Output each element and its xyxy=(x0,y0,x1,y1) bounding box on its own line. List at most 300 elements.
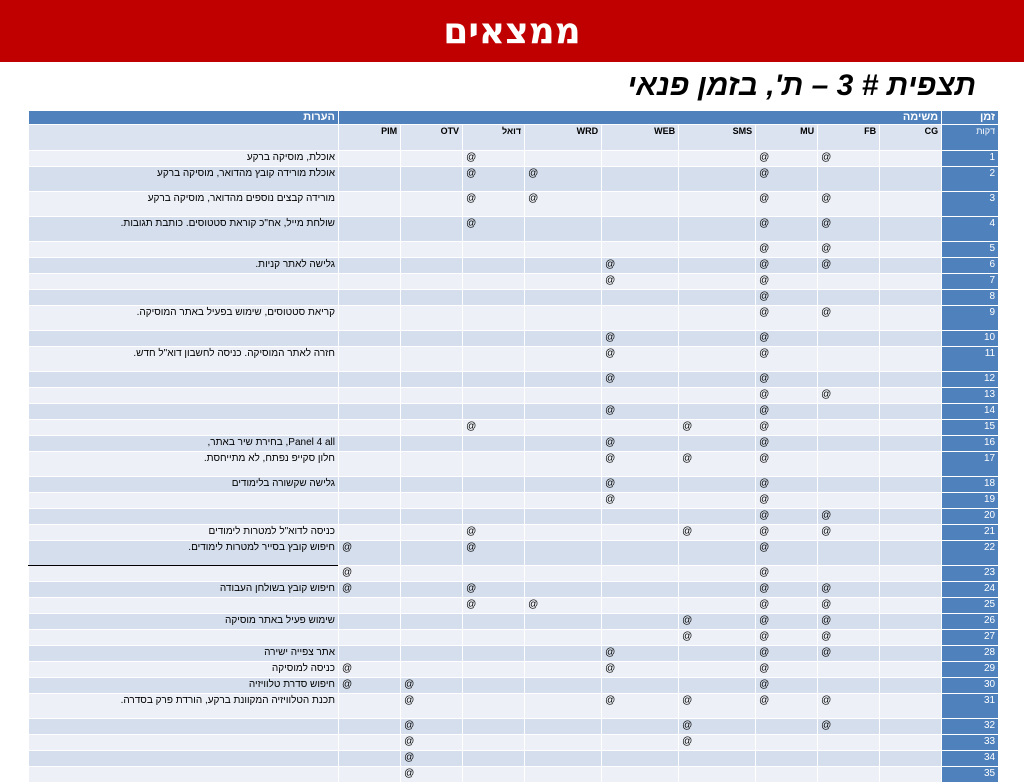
task-cell xyxy=(525,274,602,290)
minute-cell: 18 xyxy=(942,477,999,493)
task-cell: @ xyxy=(401,735,463,751)
task-cell xyxy=(339,614,401,630)
task-cell: @ xyxy=(463,582,525,598)
task-cell xyxy=(525,258,602,274)
task-cell xyxy=(880,767,942,783)
task-cell xyxy=(401,436,463,452)
task-cell xyxy=(401,306,463,331)
task-cell xyxy=(401,192,463,217)
task-cell: @ xyxy=(602,258,679,274)
task-cell xyxy=(339,735,401,751)
task-cell xyxy=(880,509,942,525)
task-cell: @ xyxy=(463,525,525,541)
task-cell xyxy=(339,719,401,735)
task-cell xyxy=(401,274,463,290)
task-cell xyxy=(463,452,525,477)
task-cell xyxy=(679,372,756,388)
task-cell xyxy=(401,258,463,274)
col-header: WEB xyxy=(602,125,679,151)
task-cell: @ xyxy=(602,646,679,662)
task-cell xyxy=(401,598,463,614)
note-cell: חיפוש קובץ בשולחן העבודה xyxy=(29,582,339,598)
minute-cell: 9 xyxy=(942,306,999,331)
task-cell xyxy=(463,719,525,735)
task-cell xyxy=(339,404,401,420)
table-row xyxy=(29,404,999,420)
task-cell xyxy=(602,167,679,192)
minute-cell: 23 xyxy=(942,566,999,582)
task-cell: @ xyxy=(463,217,525,242)
task-cell: @ xyxy=(756,436,818,452)
note-cell: אתר צפייה ישירה xyxy=(29,646,339,662)
minute-cell: 30 xyxy=(942,678,999,694)
task-cell xyxy=(880,525,942,541)
task-cell xyxy=(818,452,880,477)
task-cell xyxy=(339,242,401,258)
note-cell xyxy=(29,420,339,436)
task-cell xyxy=(525,306,602,331)
header-minutes: דקות xyxy=(942,125,999,151)
minute-cell: 15 xyxy=(942,420,999,436)
task-cell xyxy=(818,420,880,436)
note-cell xyxy=(29,242,339,258)
task-cell: @ xyxy=(756,167,818,192)
task-cell xyxy=(679,678,756,694)
note-cell: כניסה לדוא"ל למטרות לימודים xyxy=(29,525,339,541)
task-cell xyxy=(401,630,463,646)
task-cell xyxy=(525,388,602,404)
note-cell xyxy=(29,598,339,614)
task-cell xyxy=(339,217,401,242)
task-cell: @ xyxy=(818,388,880,404)
task-cell xyxy=(602,242,679,258)
task-cell xyxy=(463,614,525,630)
minute-cell: 7 xyxy=(942,274,999,290)
table-row xyxy=(29,751,999,767)
note-cell xyxy=(29,274,339,290)
task-cell xyxy=(339,167,401,192)
table-row xyxy=(29,582,999,598)
task-cell xyxy=(525,477,602,493)
note-cell: חיפוש קובץ בסייר למטרות לימודים. xyxy=(29,541,339,566)
task-cell xyxy=(401,452,463,477)
note-cell: חלון סקייפ נפתח, לא מתייחסת. xyxy=(29,452,339,477)
table-row xyxy=(29,694,999,719)
task-cell: @ xyxy=(818,598,880,614)
task-cell: @ xyxy=(818,582,880,598)
task-cell xyxy=(756,751,818,767)
task-cell: @ xyxy=(756,331,818,347)
task-cell xyxy=(463,662,525,678)
task-cell xyxy=(679,509,756,525)
minute-cell: 26 xyxy=(942,614,999,630)
minute-cell: 32 xyxy=(942,719,999,735)
task-cell xyxy=(880,477,942,493)
task-cell xyxy=(339,372,401,388)
note-cell: אוכלת מורידה קובץ מהדואר, מוסיקה ברקע xyxy=(29,167,339,192)
task-cell xyxy=(463,274,525,290)
task-cell xyxy=(880,331,942,347)
task-cell xyxy=(463,290,525,306)
task-cell xyxy=(525,719,602,735)
task-cell xyxy=(525,566,602,582)
col-header: PIM xyxy=(339,125,401,151)
task-cell: @ xyxy=(818,151,880,167)
note-cell xyxy=(29,719,339,735)
task-cell xyxy=(463,404,525,420)
task-cell xyxy=(679,493,756,509)
task-cell xyxy=(525,767,602,783)
task-cell: @ xyxy=(463,541,525,566)
task-cell xyxy=(756,719,818,735)
task-cell: @ xyxy=(339,662,401,678)
task-cell: @ xyxy=(756,493,818,509)
minute-cell: 1 xyxy=(942,151,999,167)
task-cell xyxy=(525,436,602,452)
task-cell xyxy=(401,614,463,630)
col-header: OTV xyxy=(401,125,463,151)
task-cell: @ xyxy=(756,192,818,217)
task-cell xyxy=(602,217,679,242)
task-cell xyxy=(679,767,756,783)
table-row xyxy=(29,735,999,751)
minute-cell: 6 xyxy=(942,258,999,274)
task-cell xyxy=(463,258,525,274)
task-cell: @ xyxy=(756,372,818,388)
table-row xyxy=(29,420,999,436)
task-cell xyxy=(602,582,679,598)
task-cell: @ xyxy=(756,646,818,662)
task-cell xyxy=(880,274,942,290)
task-cell xyxy=(525,151,602,167)
task-cell xyxy=(525,525,602,541)
task-cell xyxy=(818,751,880,767)
task-cell xyxy=(602,388,679,404)
task-cell xyxy=(463,678,525,694)
task-cell xyxy=(818,274,880,290)
task-cell xyxy=(525,541,602,566)
task-cell xyxy=(463,477,525,493)
col-header: WRD xyxy=(525,125,602,151)
task-cell: @ xyxy=(818,306,880,331)
task-cell: @ xyxy=(463,167,525,192)
task-cell xyxy=(880,167,942,192)
task-cell: @ xyxy=(756,598,818,614)
task-cell: @ xyxy=(818,646,880,662)
minute-cell: 17 xyxy=(942,452,999,477)
task-cell: @ xyxy=(818,217,880,242)
table-row xyxy=(29,306,999,331)
task-cell: @ xyxy=(756,274,818,290)
task-cell xyxy=(401,404,463,420)
task-cell: @ xyxy=(756,477,818,493)
task-cell: @ xyxy=(679,452,756,477)
table-row xyxy=(29,192,999,217)
minute-cell: 29 xyxy=(942,662,999,678)
minute-cell: 5 xyxy=(942,242,999,258)
task-cell xyxy=(525,646,602,662)
task-cell xyxy=(401,372,463,388)
task-cell xyxy=(525,290,602,306)
task-cell xyxy=(401,493,463,509)
note-cell xyxy=(29,331,339,347)
task-cell xyxy=(339,192,401,217)
table-row xyxy=(29,290,999,306)
task-cell xyxy=(679,151,756,167)
task-cell: @ xyxy=(463,598,525,614)
task-cell xyxy=(880,751,942,767)
task-cell xyxy=(602,614,679,630)
task-cell xyxy=(339,477,401,493)
task-cell xyxy=(401,217,463,242)
task-cell: @ xyxy=(756,662,818,678)
slide-subtitle: תצפית # 3 – ת', בזמן פנאי xyxy=(627,69,976,102)
task-cell xyxy=(339,274,401,290)
task-cell xyxy=(679,242,756,258)
task-cell xyxy=(818,477,880,493)
task-cell xyxy=(602,751,679,767)
minute-cell: 13 xyxy=(942,388,999,404)
task-cell xyxy=(679,192,756,217)
task-cell: @ xyxy=(756,541,818,566)
minute-cell: 31 xyxy=(942,694,999,719)
note-cell xyxy=(29,735,339,751)
task-cell: @ xyxy=(756,258,818,274)
task-cell: @ xyxy=(818,719,880,735)
task-cell: @ xyxy=(756,388,818,404)
minute-cell: 2 xyxy=(942,167,999,192)
task-cell: @ xyxy=(756,452,818,477)
task-cell xyxy=(339,452,401,477)
note-cell: כניסה למוסיקה xyxy=(29,662,339,678)
header-time: זמן xyxy=(942,111,999,125)
task-cell: @ xyxy=(602,436,679,452)
task-cell: @ xyxy=(756,509,818,525)
table-row xyxy=(29,477,999,493)
task-cell: @ xyxy=(401,751,463,767)
task-cell xyxy=(602,541,679,566)
task-cell xyxy=(880,290,942,306)
task-cell xyxy=(602,420,679,436)
task-cell xyxy=(525,404,602,420)
minute-cell: 22 xyxy=(942,541,999,566)
minute-cell: 24 xyxy=(942,582,999,598)
task-cell xyxy=(525,751,602,767)
task-cell xyxy=(401,151,463,167)
task-cell: @ xyxy=(756,630,818,646)
table-row xyxy=(29,347,999,372)
task-cell xyxy=(602,678,679,694)
task-cell: @ xyxy=(756,151,818,167)
note-cell: חזרה לאתר המוסיקה. כניסה לחשבון דוא"ל חדש. xyxy=(29,347,339,372)
task-cell xyxy=(339,258,401,274)
task-cell: @ xyxy=(679,719,756,735)
task-cell xyxy=(401,662,463,678)
task-cell xyxy=(525,509,602,525)
task-cell xyxy=(463,347,525,372)
task-cell xyxy=(880,192,942,217)
note-cell xyxy=(29,290,339,306)
task-cell xyxy=(880,493,942,509)
task-cell: @ xyxy=(756,217,818,242)
task-cell xyxy=(602,566,679,582)
task-cell xyxy=(679,331,756,347)
task-cell xyxy=(339,306,401,331)
task-cell xyxy=(679,566,756,582)
task-cell xyxy=(880,582,942,598)
task-cell: @ xyxy=(525,192,602,217)
note-cell: תכנת הטלוויזיה המקוונת ברקע, הורדת פרק בסדרה. xyxy=(29,694,339,719)
task-cell xyxy=(880,662,942,678)
task-cell xyxy=(679,436,756,452)
header-task: משימה xyxy=(339,111,942,125)
task-cell xyxy=(525,331,602,347)
task-cell xyxy=(818,372,880,388)
task-cell: @ xyxy=(679,420,756,436)
task-cell xyxy=(463,694,525,719)
task-cell xyxy=(679,404,756,420)
task-cell xyxy=(463,509,525,525)
task-cell: @ xyxy=(756,306,818,331)
minute-cell: 35 xyxy=(942,767,999,783)
task-cell xyxy=(679,167,756,192)
task-cell xyxy=(602,509,679,525)
task-cell xyxy=(401,477,463,493)
task-cell xyxy=(880,151,942,167)
task-cell xyxy=(339,493,401,509)
task-cell xyxy=(880,217,942,242)
task-cell: @ xyxy=(818,192,880,217)
task-cell xyxy=(880,694,942,719)
task-cell xyxy=(339,331,401,347)
task-cell xyxy=(602,290,679,306)
task-cell xyxy=(525,662,602,678)
task-cell xyxy=(525,347,602,372)
task-cell: @ xyxy=(756,290,818,306)
task-cell xyxy=(401,420,463,436)
task-cell xyxy=(818,735,880,751)
task-cell: @ xyxy=(602,662,679,678)
minute-cell: 34 xyxy=(942,751,999,767)
task-cell xyxy=(525,242,602,258)
table-row xyxy=(29,614,999,630)
minute-cell: 8 xyxy=(942,290,999,306)
task-cell: @ xyxy=(756,582,818,598)
task-cell xyxy=(339,509,401,525)
task-cell xyxy=(339,767,401,783)
task-cell: @ xyxy=(401,767,463,783)
task-cell: @ xyxy=(818,630,880,646)
task-cell: @ xyxy=(602,347,679,372)
task-cell xyxy=(401,509,463,525)
task-cell xyxy=(525,694,602,719)
task-cell xyxy=(679,306,756,331)
note-cell xyxy=(29,388,339,404)
minute-cell: 11 xyxy=(942,347,999,372)
minute-cell: 12 xyxy=(942,372,999,388)
note-cell xyxy=(29,767,339,783)
task-cell xyxy=(339,598,401,614)
task-cell xyxy=(880,452,942,477)
task-cell: @ xyxy=(818,525,880,541)
task-cell: @ xyxy=(602,274,679,290)
task-cell xyxy=(679,217,756,242)
task-cell xyxy=(602,767,679,783)
table-row xyxy=(29,452,999,477)
task-cell xyxy=(880,646,942,662)
table-row xyxy=(29,541,999,566)
note-cell xyxy=(29,404,339,420)
task-cell: @ xyxy=(756,404,818,420)
note-cell: קריאת סטטוסים, שימוש בפעיל באתר המוסיקה. xyxy=(29,306,339,331)
minute-cell: 4 xyxy=(942,217,999,242)
task-cell: @ xyxy=(818,614,880,630)
note-cell: Panel 4 all, בחירת שיר באתר, xyxy=(29,436,339,452)
task-cell xyxy=(525,493,602,509)
task-cell xyxy=(463,646,525,662)
task-cell: @ xyxy=(756,694,818,719)
task-cell: @ xyxy=(818,258,880,274)
task-cell xyxy=(401,525,463,541)
table-row xyxy=(29,436,999,452)
task-cell xyxy=(401,242,463,258)
table-row xyxy=(29,767,999,783)
minute-cell: 16 xyxy=(942,436,999,452)
task-cell xyxy=(463,630,525,646)
task-cell: @ xyxy=(818,694,880,719)
title-banner xyxy=(0,0,1024,62)
task-cell xyxy=(463,751,525,767)
table-row xyxy=(29,566,999,582)
task-cell xyxy=(679,646,756,662)
task-cell xyxy=(818,167,880,192)
task-cell xyxy=(679,541,756,566)
task-cell xyxy=(679,274,756,290)
task-cell: @ xyxy=(401,719,463,735)
task-cell xyxy=(339,151,401,167)
note-cell xyxy=(29,751,339,767)
minute-cell: 19 xyxy=(942,493,999,509)
task-cell: @ xyxy=(602,404,679,420)
task-cell xyxy=(880,614,942,630)
task-cell xyxy=(602,306,679,331)
minute-cell: 33 xyxy=(942,735,999,751)
table-row xyxy=(29,372,999,388)
task-cell: @ xyxy=(525,598,602,614)
task-cell: @ xyxy=(463,151,525,167)
task-cell xyxy=(679,388,756,404)
task-cell xyxy=(339,630,401,646)
task-cell xyxy=(880,404,942,420)
task-cell xyxy=(818,493,880,509)
note-cell xyxy=(29,630,339,646)
task-cell xyxy=(880,372,942,388)
task-cell xyxy=(401,290,463,306)
note-cell: אוכלת, מוסיקה ברקע xyxy=(29,151,339,167)
task-cell xyxy=(818,566,880,582)
col-header: SMS xyxy=(679,125,756,151)
table-row xyxy=(29,258,999,274)
task-cell xyxy=(679,290,756,306)
task-cell: @ xyxy=(756,347,818,372)
task-cell: @ xyxy=(401,678,463,694)
task-cell xyxy=(818,436,880,452)
table-row xyxy=(29,525,999,541)
col-header: FB xyxy=(818,125,880,151)
task-cell: @ xyxy=(602,477,679,493)
minute-cell: 3 xyxy=(942,192,999,217)
task-cell xyxy=(880,719,942,735)
